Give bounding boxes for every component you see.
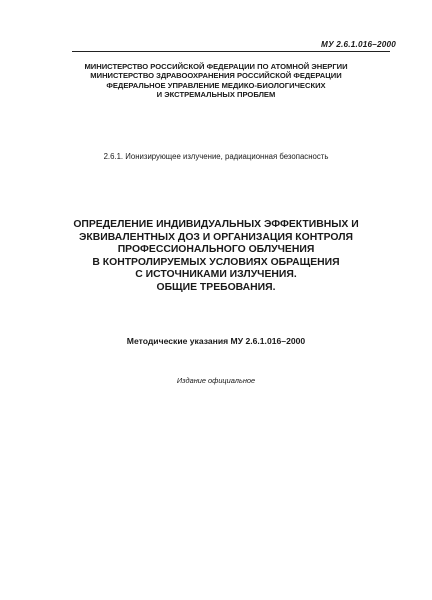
document-title [40,219,392,295]
title-line: ЭКВИВАЛЕНТНЫХ ДОЗ И ОРГАНИЗАЦИЯ КОНТРОЛЯ [79,231,353,243]
title-line: ПРОФЕССИОНАЛЬНОГО ОБЛУЧЕНИЯ [117,244,315,256]
title-line: ОПРЕДЕЛЕНИЕ ИНДИВИДУАЛЬНЫХ ЭФФЕКТИВНЫХ И [73,219,359,230]
ministry-line: МИНИСТЕРСТВО РОССИЙСКОЙ ФЕДЕРАЦИИ ПО АТОМНОЙ ЭНЕРГИИ [84,62,348,71]
issuing-ministries [40,62,392,100]
ministry-line: МИНИСТЕРСТВО ЗДРАВООХРАНЕНИЯ РОССИЙСКОЙ ФЕДЕРАЦИИ [90,71,342,81]
document-code: МУ 2.6.1.016–2000 [321,40,396,49]
edition-note: Издание официальное [176,376,256,385]
title-line: С ИСТОЧНИКАМИ ИЗЛУЧЕНИЯ. [135,269,297,281]
classification-line: 2.6.1. Ионизирующее излучение, радиационная безопасность [103,152,329,161]
guidelines-designation: Методические указания МУ 2.6.1.016–2000 [126,336,306,346]
title-line: ОБЩИЕ ТРЕБОВАНИЯ. [156,281,276,293]
ministry-line: И ЭКСТРЕМАЛЬНЫХ ПРОБЛЕМ [156,90,276,100]
title-line: В КОНТРОЛИРУЕМЫХ УСЛОВИЯХ ОБРАЩЕНИЯ [92,256,340,268]
ministry-line: ФЕДЕРАЛЬНОЕ УПРАВЛЕНИЕ МЕДИКО-БИОЛОГИЧЕСКИХ [106,80,326,90]
header-rule [72,51,390,52]
